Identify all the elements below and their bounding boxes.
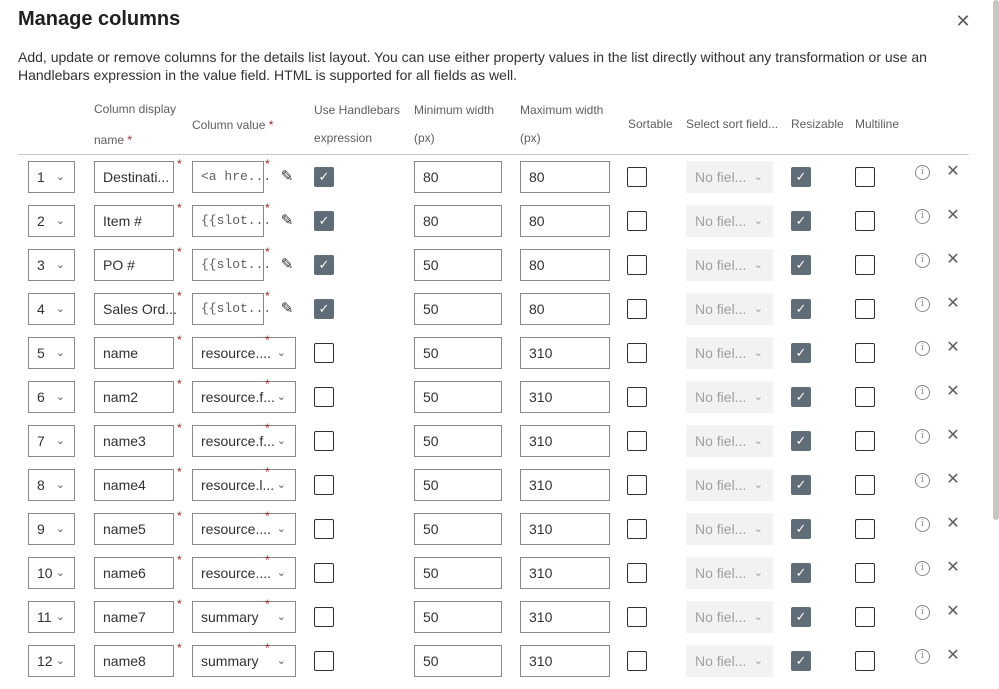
column-value-dropdown[interactable] bbox=[192, 425, 296, 457]
chevron-down-icon: ⌄ bbox=[753, 523, 763, 535]
required-mark: * bbox=[265, 641, 270, 655]
order-value: 8 bbox=[37, 477, 45, 493]
max-width-input[interactable]: 310 bbox=[520, 601, 610, 633]
header-min-width-line1: Minimum width bbox=[414, 103, 495, 117]
display-name-input[interactable]: name8 bbox=[94, 645, 174, 677]
info-icon[interactable]: i bbox=[915, 297, 930, 312]
order-value: 5 bbox=[37, 345, 45, 361]
chevron-down-icon: ⌄ bbox=[753, 567, 763, 579]
multiline-checkbox[interactable] bbox=[855, 651, 875, 671]
required-mark: * bbox=[177, 333, 182, 347]
required-mark: * bbox=[127, 133, 133, 147]
column-row bbox=[0, 465, 999, 513]
column-row bbox=[0, 289, 999, 337]
min-width-input[interactable]: 80 bbox=[414, 205, 502, 237]
min-width-input[interactable]: 50 bbox=[414, 601, 502, 633]
order-dropdown[interactable] bbox=[28, 337, 75, 369]
order-value: 4 bbox=[37, 301, 45, 317]
display-name-input[interactable]: Sales Ord... bbox=[94, 293, 174, 325]
chevron-down-icon: ⌄ bbox=[276, 479, 286, 491]
header-display-name bbox=[94, 125, 132, 155]
info-icon[interactable]: i bbox=[915, 561, 930, 576]
required-mark: * bbox=[265, 377, 270, 391]
order-dropdown[interactable] bbox=[28, 513, 75, 545]
required-mark: * bbox=[177, 641, 182, 655]
required-mark: * bbox=[265, 333, 270, 347]
header-sortable: Sortable bbox=[628, 117, 673, 131]
required-mark: * bbox=[177, 553, 182, 567]
required-mark: * bbox=[265, 553, 270, 567]
resizable-checkbox[interactable]: ✓ bbox=[791, 651, 811, 671]
sort-field-placeholder: No fiel... bbox=[695, 389, 747, 405]
info-icon[interactable]: i bbox=[915, 429, 930, 444]
sortable-checkbox[interactable] bbox=[627, 167, 647, 187]
resizable-checkbox[interactable]: ✓ bbox=[791, 387, 811, 407]
info-icon[interactable]: i bbox=[915, 209, 930, 224]
sort-field-dropdown bbox=[686, 249, 773, 281]
order-dropdown[interactable] bbox=[28, 381, 75, 413]
chevron-down-icon: ⌄ bbox=[55, 259, 65, 271]
multiline-checkbox[interactable] bbox=[855, 387, 875, 407]
multiline-checkbox[interactable] bbox=[855, 475, 875, 495]
column-value-dropdown[interactable] bbox=[192, 557, 296, 589]
handlebars-checkbox[interactable]: ✓ bbox=[314, 211, 334, 231]
resizable-checkbox[interactable]: ✓ bbox=[791, 211, 811, 231]
column-value-dropdown[interactable] bbox=[192, 337, 296, 369]
sort-field-dropdown bbox=[686, 293, 773, 325]
required-mark: * bbox=[265, 597, 270, 611]
sort-field-dropdown bbox=[686, 425, 773, 457]
info-icon[interactable]: i bbox=[915, 385, 930, 400]
delete-icon[interactable]: ✕ bbox=[946, 207, 960, 224]
min-width-input[interactable]: 50 bbox=[414, 557, 502, 589]
chevron-down-icon: ⌄ bbox=[753, 479, 763, 491]
display-name-input[interactable]: nam2 bbox=[94, 381, 174, 413]
delete-icon[interactable]: ✕ bbox=[946, 295, 960, 312]
column-value-text: resource.... bbox=[201, 565, 272, 581]
dialog-description: Add, update or remove columns for the details list layout. You can use either property values in the list directly without any transformation or use an Handlebars expression in the value field. HTML is supported for all fields as well. bbox=[18, 49, 927, 83]
chevron-down-icon: ⌄ bbox=[55, 171, 65, 183]
required-mark: * bbox=[265, 509, 270, 523]
min-width-input[interactable]: 80 bbox=[414, 161, 502, 193]
column-value-text: resource.f... bbox=[201, 389, 275, 405]
required-mark: * bbox=[177, 201, 182, 215]
sortable-checkbox[interactable] bbox=[627, 563, 647, 583]
chevron-down-icon: ⌄ bbox=[276, 655, 286, 667]
chevron-down-icon: ⌄ bbox=[276, 435, 286, 447]
handlebars-checkbox[interactable]: ✓ bbox=[314, 167, 334, 187]
header-sort-field: Select sort field... bbox=[686, 117, 779, 131]
chevron-down-icon: ⌄ bbox=[753, 655, 763, 667]
column-row bbox=[0, 333, 999, 381]
scrollbar[interactable] bbox=[993, 0, 999, 520]
edit-expression-icon[interactable]: ✎ bbox=[280, 256, 294, 273]
column-row bbox=[0, 553, 999, 601]
chevron-down-icon: ⌄ bbox=[55, 347, 65, 359]
chevron-down-icon: ⌄ bbox=[55, 479, 65, 491]
delete-icon[interactable]: ✕ bbox=[946, 383, 960, 400]
resizable-checkbox[interactable]: ✓ bbox=[791, 563, 811, 583]
edit-expression-icon[interactable]: ✎ bbox=[280, 300, 294, 317]
order-dropdown[interactable] bbox=[28, 205, 75, 237]
delete-icon[interactable]: ✕ bbox=[946, 471, 960, 488]
delete-icon[interactable]: ✕ bbox=[946, 603, 960, 620]
sort-field-placeholder: No fiel... bbox=[695, 169, 747, 185]
max-width-input[interactable]: 310 bbox=[520, 557, 610, 589]
order-dropdown[interactable] bbox=[28, 249, 75, 281]
chevron-down-icon: ⌄ bbox=[753, 215, 763, 227]
min-width-input[interactable]: 50 bbox=[414, 337, 502, 369]
required-mark: * bbox=[265, 157, 270, 171]
max-width-input[interactable]: 310 bbox=[520, 337, 610, 369]
sort-field-dropdown bbox=[686, 337, 773, 369]
header-handlebars-line1: Use Handlebars bbox=[314, 103, 401, 117]
column-value-text: summary bbox=[201, 609, 259, 625]
header-handlebars-line2: expression bbox=[314, 131, 373, 145]
column-value-dropdown[interactable] bbox=[192, 513, 296, 545]
sort-field-dropdown bbox=[686, 557, 773, 589]
min-width-input[interactable]: 50 bbox=[414, 381, 502, 413]
sort-field-dropdown bbox=[686, 601, 773, 633]
info-icon[interactable]: i bbox=[915, 605, 930, 620]
close-icon[interactable]: ✕ bbox=[955, 11, 971, 31]
info-icon[interactable]: i bbox=[915, 517, 930, 532]
header-multiline: Multiline bbox=[855, 117, 900, 131]
delete-icon[interactable]: ✕ bbox=[946, 559, 960, 576]
header-display-name-line2: name bbox=[94, 133, 125, 147]
display-name-input[interactable]: Destinati... bbox=[94, 161, 174, 193]
display-name-input[interactable]: PO # bbox=[94, 249, 174, 281]
header-divider bbox=[18, 154, 969, 155]
order-value: 6 bbox=[37, 389, 45, 405]
chevron-down-icon: ⌄ bbox=[55, 567, 65, 579]
required-mark: * bbox=[177, 289, 182, 303]
multiline-checkbox[interactable] bbox=[855, 519, 875, 539]
min-width-input[interactable]: 50 bbox=[414, 293, 502, 325]
sortable-checkbox[interactable] bbox=[627, 299, 647, 319]
handlebars-checkbox[interactable]: ✓ bbox=[314, 299, 334, 319]
sort-field-placeholder: No fiel... bbox=[695, 565, 747, 581]
chevron-down-icon: ⌄ bbox=[55, 655, 65, 667]
sort-field-placeholder: No fiel... bbox=[695, 301, 747, 317]
resizable-checkbox[interactable]: ✓ bbox=[791, 255, 811, 275]
delete-icon[interactable]: ✕ bbox=[946, 515, 960, 532]
max-width-input[interactable]: 310 bbox=[520, 469, 610, 501]
chevron-down-icon: ⌄ bbox=[55, 523, 65, 535]
sortable-checkbox[interactable] bbox=[627, 475, 647, 495]
column-row bbox=[0, 421, 999, 469]
column-value-text: resource.... bbox=[201, 521, 272, 537]
display-name-input[interactable]: name3 bbox=[94, 425, 174, 457]
chevron-down-icon: ⌄ bbox=[276, 347, 286, 359]
sort-field-placeholder: No fiel... bbox=[695, 653, 747, 669]
order-dropdown[interactable] bbox=[28, 557, 75, 589]
chevron-down-icon: ⌄ bbox=[753, 435, 763, 447]
handlebars-checkbox[interactable]: ✓ bbox=[314, 255, 334, 275]
column-value-text: resource.... bbox=[201, 345, 272, 361]
dialog-title: Manage columns bbox=[18, 8, 181, 30]
multiline-checkbox[interactable] bbox=[855, 343, 875, 363]
edit-expression-icon[interactable]: ✎ bbox=[280, 212, 294, 229]
min-width-input[interactable]: 50 bbox=[414, 645, 502, 677]
display-name-input[interactable]: name7 bbox=[94, 601, 174, 633]
display-name-input[interactable]: name6 bbox=[94, 557, 174, 589]
info-icon[interactable]: i bbox=[915, 473, 930, 488]
display-name-input[interactable]: name bbox=[94, 337, 174, 369]
resizable-checkbox[interactable]: ✓ bbox=[791, 299, 811, 319]
sort-field-placeholder: No fiel... bbox=[695, 345, 747, 361]
column-row bbox=[0, 509, 999, 557]
multiline-checkbox[interactable] bbox=[855, 167, 875, 187]
column-value-input[interactable]: {{slot... bbox=[192, 249, 264, 281]
sortable-checkbox[interactable] bbox=[627, 431, 647, 451]
handlebars-checkbox[interactable] bbox=[314, 651, 334, 671]
sort-field-placeholder: No fiel... bbox=[695, 433, 747, 449]
max-width-input[interactable]: 310 bbox=[520, 381, 610, 413]
min-width-input[interactable]: 50 bbox=[414, 425, 502, 457]
multiline-checkbox[interactable] bbox=[855, 607, 875, 627]
column-value-dropdown[interactable] bbox=[192, 469, 296, 501]
column-value-input[interactable]: {{slot... bbox=[192, 293, 264, 325]
required-mark: * bbox=[177, 421, 182, 435]
sort-field-placeholder: No fiel... bbox=[695, 609, 747, 625]
required-mark: * bbox=[177, 465, 182, 479]
info-icon[interactable]: i bbox=[915, 341, 930, 356]
column-value-text: resource.l... bbox=[201, 477, 275, 493]
order-value: 2 bbox=[37, 213, 45, 229]
resizable-checkbox[interactable]: ✓ bbox=[791, 519, 811, 539]
max-width-input[interactable]: 310 bbox=[520, 513, 610, 545]
sortable-checkbox[interactable] bbox=[627, 387, 647, 407]
header-column-value bbox=[192, 110, 273, 140]
handlebars-checkbox[interactable] bbox=[314, 519, 334, 539]
chevron-down-icon: ⌄ bbox=[55, 611, 65, 623]
order-value: 7 bbox=[37, 433, 45, 449]
order-dropdown[interactable] bbox=[28, 293, 75, 325]
column-value-dropdown[interactable] bbox=[192, 645, 296, 677]
delete-icon[interactable]: ✕ bbox=[946, 427, 960, 444]
sort-field-dropdown bbox=[686, 161, 773, 193]
chevron-down-icon: ⌄ bbox=[753, 391, 763, 403]
sort-field-dropdown bbox=[686, 205, 773, 237]
order-dropdown[interactable] bbox=[28, 645, 75, 677]
sortable-checkbox[interactable] bbox=[627, 343, 647, 363]
chevron-down-icon: ⌄ bbox=[276, 567, 286, 579]
header-column-value-label: Column value bbox=[192, 118, 266, 132]
column-value-input[interactable]: <a hre... bbox=[192, 161, 264, 193]
column-row bbox=[0, 641, 999, 689]
sort-field-dropdown bbox=[686, 469, 773, 501]
column-row bbox=[0, 201, 999, 249]
order-dropdown[interactable] bbox=[28, 469, 75, 501]
resizable-checkbox[interactable]: ✓ bbox=[791, 167, 811, 187]
display-name-input[interactable]: name5 bbox=[94, 513, 174, 545]
sortable-checkbox[interactable] bbox=[627, 255, 647, 275]
sort-field-dropdown bbox=[686, 381, 773, 413]
order-value: 1 bbox=[37, 169, 45, 185]
sort-field-placeholder: No fiel... bbox=[695, 477, 747, 493]
handlebars-checkbox[interactable] bbox=[314, 431, 334, 451]
delete-icon[interactable]: ✕ bbox=[946, 339, 960, 356]
multiline-checkbox[interactable] bbox=[855, 211, 875, 231]
handlebars-checkbox[interactable] bbox=[314, 387, 334, 407]
max-width-input[interactable]: 80 bbox=[520, 293, 610, 325]
required-mark: * bbox=[265, 245, 270, 259]
chevron-down-icon: ⌄ bbox=[753, 259, 763, 271]
sort-field-dropdown bbox=[686, 513, 773, 545]
header-min-width-line2: (px) bbox=[414, 131, 435, 145]
column-value-text: summary bbox=[201, 653, 259, 669]
delete-icon[interactable]: ✕ bbox=[946, 251, 960, 268]
max-width-input[interactable]: 310 bbox=[520, 645, 610, 677]
max-width-input[interactable]: 310 bbox=[520, 425, 610, 457]
resizable-checkbox[interactable]: ✓ bbox=[791, 475, 811, 495]
required-mark: * bbox=[177, 509, 182, 523]
delete-icon[interactable]: ✕ bbox=[946, 163, 960, 180]
resizable-checkbox[interactable]: ✓ bbox=[791, 431, 811, 451]
handlebars-checkbox[interactable] bbox=[314, 475, 334, 495]
sort-field-placeholder: No fiel... bbox=[695, 257, 747, 273]
required-mark: * bbox=[265, 421, 270, 435]
handlebars-checkbox[interactable] bbox=[314, 563, 334, 583]
order-value: 9 bbox=[37, 521, 45, 537]
display-name-input[interactable]: name4 bbox=[94, 469, 174, 501]
header-max-width-line2: (px) bbox=[520, 131, 541, 145]
column-value-input[interactable]: {{slot... bbox=[192, 205, 264, 237]
required-mark: * bbox=[177, 377, 182, 391]
required-mark: * bbox=[265, 289, 270, 303]
required-mark: * bbox=[265, 465, 270, 479]
info-icon[interactable]: i bbox=[915, 165, 930, 180]
required-mark: * bbox=[177, 245, 182, 259]
chevron-down-icon: ⌄ bbox=[276, 611, 286, 623]
max-width-input[interactable]: 80 bbox=[520, 161, 610, 193]
header-display-name-line1: Column display bbox=[94, 102, 177, 116]
order-value: 3 bbox=[37, 257, 45, 273]
max-width-input[interactable]: 80 bbox=[520, 249, 610, 281]
column-row bbox=[0, 245, 999, 293]
column-row bbox=[0, 597, 999, 645]
chevron-down-icon: ⌄ bbox=[276, 523, 286, 535]
multiline-checkbox[interactable] bbox=[855, 431, 875, 451]
order-dropdown[interactable] bbox=[28, 161, 75, 193]
column-row bbox=[0, 157, 999, 205]
sort-field-placeholder: No fiel... bbox=[695, 521, 747, 537]
multiline-checkbox[interactable] bbox=[855, 299, 875, 319]
chevron-down-icon: ⌄ bbox=[753, 347, 763, 359]
handlebars-checkbox[interactable] bbox=[314, 343, 334, 363]
chevron-down-icon: ⌄ bbox=[55, 215, 65, 227]
chevron-down-icon: ⌄ bbox=[55, 303, 65, 315]
sortable-checkbox[interactable] bbox=[627, 651, 647, 671]
required-mark: * bbox=[177, 157, 182, 171]
header-max-width-line1: Maximum width bbox=[520, 103, 604, 117]
column-row bbox=[0, 377, 999, 425]
sortable-checkbox[interactable] bbox=[627, 519, 647, 539]
order-dropdown[interactable] bbox=[28, 425, 75, 457]
header-resizable: Resizable bbox=[791, 117, 844, 131]
chevron-down-icon: ⌄ bbox=[753, 303, 763, 315]
chevron-down-icon: ⌄ bbox=[55, 435, 65, 447]
min-width-input[interactable]: 50 bbox=[414, 513, 502, 545]
sortable-checkbox[interactable] bbox=[627, 607, 647, 627]
chevron-down-icon: ⌄ bbox=[276, 391, 286, 403]
order-value: 11 bbox=[37, 609, 52, 625]
column-value-text: resource.f... bbox=[201, 433, 275, 449]
sortable-checkbox[interactable] bbox=[627, 211, 647, 231]
order-value: 12 bbox=[37, 653, 53, 669]
info-icon[interactable]: i bbox=[915, 649, 930, 664]
sort-field-placeholder: No fiel... bbox=[695, 213, 747, 229]
multiline-checkbox[interactable] bbox=[855, 563, 875, 583]
chevron-down-icon: ⌄ bbox=[55, 391, 65, 403]
order-dropdown[interactable] bbox=[28, 601, 75, 633]
chevron-down-icon: ⌄ bbox=[753, 171, 763, 183]
order-value: 10 bbox=[37, 565, 53, 581]
resizable-checkbox[interactable]: ✓ bbox=[791, 343, 811, 363]
delete-icon[interactable]: ✕ bbox=[946, 647, 960, 664]
chevron-down-icon: ⌄ bbox=[753, 611, 763, 623]
column-value-dropdown[interactable] bbox=[192, 601, 296, 633]
required-mark: * bbox=[177, 597, 182, 611]
column-value-dropdown[interactable] bbox=[192, 381, 296, 413]
required-mark: * bbox=[268, 118, 274, 132]
info-icon[interactable]: i bbox=[915, 253, 930, 268]
sort-field-dropdown bbox=[686, 645, 773, 677]
multiline-checkbox[interactable] bbox=[855, 255, 875, 275]
edit-expression-icon[interactable]: ✎ bbox=[280, 168, 294, 185]
display-name-input[interactable]: Item # bbox=[94, 205, 174, 237]
handlebars-checkbox[interactable] bbox=[314, 607, 334, 627]
min-width-input[interactable]: 50 bbox=[414, 469, 502, 501]
required-mark: * bbox=[265, 201, 270, 215]
min-width-input[interactable]: 50 bbox=[414, 249, 502, 281]
resizable-checkbox[interactable]: ✓ bbox=[791, 607, 811, 627]
max-width-input[interactable]: 80 bbox=[520, 205, 610, 237]
